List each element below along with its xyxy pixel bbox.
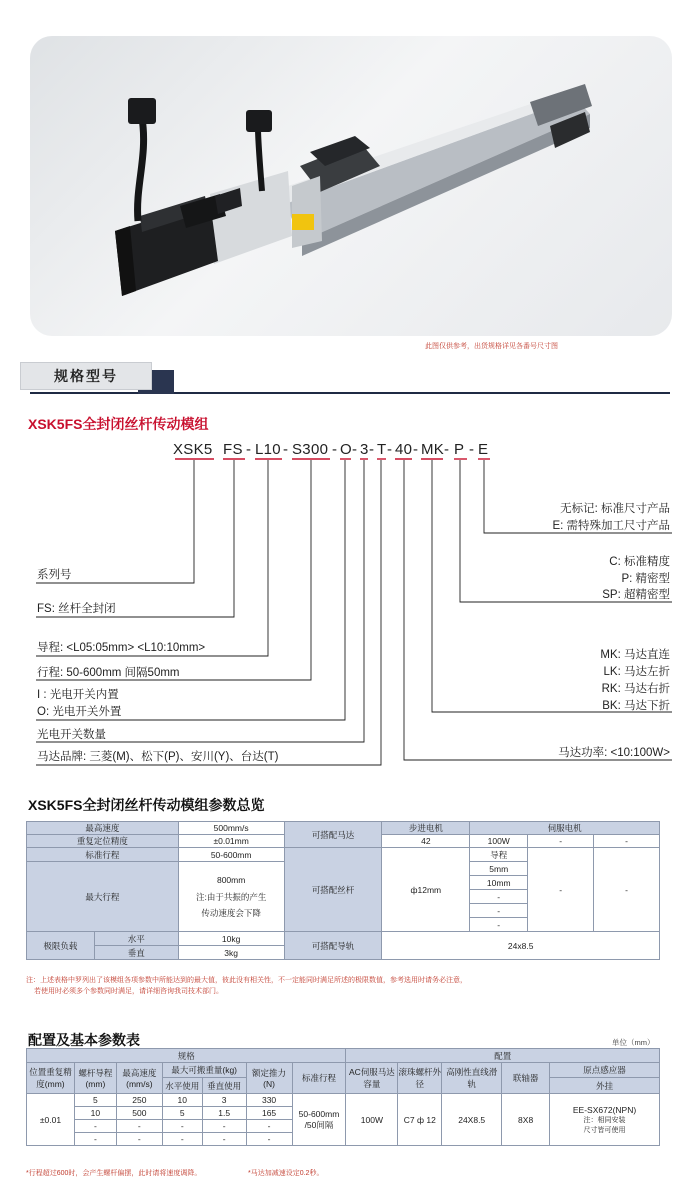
cell-servo-val-2: - bbox=[528, 835, 594, 848]
cell-lead-5: - bbox=[470, 918, 528, 932]
legend-switch-in: I : 光电开关内置 bbox=[37, 689, 119, 701]
model-seg-switch: O bbox=[340, 441, 352, 458]
legend-mount-rk: RK: 马达右折 bbox=[601, 683, 670, 695]
cell-row1-load-v: 3 bbox=[202, 1094, 246, 1107]
config-cfg-header: 配置 bbox=[346, 1049, 660, 1063]
cell-row1-load-h: 10 bbox=[162, 1094, 202, 1107]
cell-lead-2: 10mm bbox=[470, 876, 528, 890]
cell-rail-val: 24x8.5 bbox=[382, 932, 660, 960]
cell-screw-val: C7 ф 12 bbox=[398, 1094, 442, 1146]
legend-mount-bk: BK: 马达下折 bbox=[602, 700, 670, 712]
config-footnote-1: *行程超过600时，会产生螺杆偏摆，此时请将速度调降。 bbox=[26, 1170, 202, 1177]
col-load-v: 垂直使用 bbox=[202, 1078, 246, 1094]
cell-row3-lead: - bbox=[74, 1120, 116, 1133]
cell-screw-col3: - bbox=[594, 848, 660, 932]
col-motor: AC伺服马达容量 bbox=[346, 1063, 398, 1094]
cell-lead-header: 导程 bbox=[470, 848, 528, 862]
cell-screw-col2: - bbox=[528, 848, 594, 932]
cell-lead-3: - bbox=[470, 890, 528, 904]
model-seg-switch-qty: 3 bbox=[360, 441, 369, 458]
cell-max-speed-label: 最高速度 bbox=[27, 822, 179, 835]
cell-max-stroke-label: 最大行程 bbox=[27, 862, 179, 932]
overview-table bbox=[26, 821, 660, 960]
legend-switch-out: O: 光电开关外置 bbox=[37, 706, 122, 718]
cell-repeat: ±0.01mm bbox=[178, 835, 284, 848]
cell-precision-val: ±0.01 bbox=[27, 1094, 75, 1146]
model-sep: - bbox=[283, 441, 288, 458]
config-table bbox=[26, 1048, 660, 1146]
model-sep: - bbox=[246, 441, 251, 458]
legend-mount-mk: MK: 马达直连 bbox=[600, 649, 670, 661]
max-stroke-value: 800mm bbox=[216, 874, 246, 885]
cell-coupling-val: 8X8 bbox=[502, 1094, 550, 1146]
model-seg-lead: L10 bbox=[255, 441, 281, 458]
cell-row1-speed: 250 bbox=[116, 1094, 162, 1107]
cell-lead-1: 5mm bbox=[470, 862, 528, 876]
col-load: 最大可搬重量(kg) bbox=[162, 1063, 246, 1078]
cell-row3-load-h: - bbox=[162, 1120, 202, 1133]
overview-note-2: 若使用时必须多个参数同时满足，请详细咨询我司技术部门。 bbox=[34, 988, 223, 995]
cell-row3-thrust: - bbox=[246, 1120, 292, 1133]
model-seg-fs: FS bbox=[223, 441, 243, 458]
model-sep: - bbox=[444, 441, 449, 458]
cell-row4-thrust: - bbox=[246, 1133, 292, 1146]
cell-servo-val-1: 100W bbox=[470, 835, 528, 848]
cell-row3-load-v: - bbox=[202, 1120, 246, 1133]
stroke-interval: /50间隔 bbox=[304, 1119, 334, 1130]
model-sep: - bbox=[332, 441, 337, 458]
legend-motor-power: 马达功率: <10:100W> bbox=[558, 747, 670, 759]
legend-mount-lk: LK: 马达左折 bbox=[603, 666, 670, 678]
model-seg-power: 40 bbox=[395, 441, 413, 458]
config-unit: 单位（mm） bbox=[612, 1038, 655, 1047]
model-sep: - bbox=[369, 441, 374, 458]
cell-row1-thrust: 330 bbox=[246, 1094, 292, 1107]
model-seg-brand: T bbox=[377, 441, 387, 458]
model-seg-stroke: S300 bbox=[292, 441, 329, 458]
cell-rail-label: 可搭配导轨 bbox=[284, 932, 382, 960]
model-sep: - bbox=[413, 441, 418, 458]
cell-max-stroke bbox=[178, 862, 284, 932]
model-title: XSK5FS全封闭丝杆传动模组 bbox=[28, 416, 209, 432]
col-load-h: 水平使用 bbox=[162, 1078, 202, 1094]
model-sep: - bbox=[469, 441, 474, 458]
cell-load-label: 极限负载 bbox=[27, 932, 95, 960]
cell-horizontal: 水平 bbox=[94, 932, 178, 946]
model-seg-series: XSK5 bbox=[173, 441, 213, 458]
cell-stepper-val: 42 bbox=[382, 835, 470, 848]
cell-row4-load-v: - bbox=[202, 1133, 246, 1146]
config-footnote-2: *马达加减速设定0.2秒。 bbox=[248, 1170, 324, 1177]
cell-stroke-val bbox=[292, 1094, 346, 1146]
col-speed: 最高速度(mm/s) bbox=[116, 1063, 162, 1094]
cell-row2-lead: 10 bbox=[74, 1107, 116, 1120]
cell-sensor-val bbox=[550, 1094, 660, 1146]
legend-precision-sp: SP: 超精密型 bbox=[602, 589, 670, 601]
legend-std-size: 无标记: 标准尺寸产品 bbox=[560, 503, 670, 515]
cell-servo-val-3: - bbox=[594, 835, 660, 848]
sensor-note: 注：相同安装 bbox=[583, 1116, 626, 1124]
cell-motor-label: 可搭配马达 bbox=[284, 822, 382, 848]
sensor-model: EE-SX672(NPN) bbox=[572, 1104, 637, 1115]
cell-row4-speed: - bbox=[116, 1133, 162, 1146]
cell-lead-4: - bbox=[470, 904, 528, 918]
cell-row3-speed: - bbox=[116, 1120, 162, 1133]
col-lead: 螺杆导程(mm) bbox=[74, 1063, 116, 1094]
cell-std-stroke: 50-600mm bbox=[178, 848, 284, 862]
section-title: 规格型号 bbox=[20, 362, 152, 390]
sensor-note-2: 尺寸皆可使用 bbox=[583, 1126, 626, 1134]
legend-switch-qty: 光电开关数量 bbox=[37, 729, 106, 741]
cell-row2-thrust: 165 bbox=[246, 1107, 292, 1120]
config-heading: 配置及基本参数表 bbox=[28, 1032, 140, 1048]
config-spec-header: 规格 bbox=[27, 1049, 346, 1063]
cell-max-speed: 500mm/s bbox=[178, 822, 284, 835]
model-sep: - bbox=[387, 441, 392, 458]
cell-stepper: 步进电机 bbox=[382, 822, 470, 835]
stroke-range: 50-600mm bbox=[298, 1108, 340, 1119]
cell-std-stroke-label: 标准行程 bbox=[27, 848, 179, 862]
cell-row1-lead: 5 bbox=[74, 1094, 116, 1107]
col-rail: 高刚性直线滑轨 bbox=[442, 1063, 502, 1094]
legend-fs: FS: 丝杆全封闭 bbox=[37, 603, 116, 615]
col-sensor: 原点感应器 bbox=[550, 1063, 660, 1078]
legend-precision-c: C: 标准精度 bbox=[609, 556, 670, 568]
legend-stroke: 行程: 50-600mm 间隔50mm bbox=[37, 667, 180, 679]
cell-row4-load-h: - bbox=[162, 1133, 202, 1146]
legend-lead: 导程: <L05:05mm> <L10:10mm> bbox=[37, 642, 206, 654]
col-screw: 滚珠螺杆外径 bbox=[398, 1063, 442, 1094]
model-seg-size: E bbox=[478, 441, 489, 458]
max-stroke-note: 注:由于共振的产生 bbox=[195, 891, 267, 902]
legend-series: 系列号 bbox=[37, 569, 72, 581]
overview-note-1: 注：上述表格中罗列出了该模组各项参数中所能达到的最大值，彼此没有相关性，不一定能同时满足所述的极限数值，参考选用时请务必注意， bbox=[26, 977, 467, 984]
col-stroke: 标准行程 bbox=[292, 1063, 346, 1094]
cell-repeat-label: 重复定位精度 bbox=[27, 835, 179, 848]
legend-motor-brand: 马达品牌: 三菱(M)、松下(P)、安川(Y)、台达(T) bbox=[37, 751, 279, 763]
cell-vertical-val: 3kg bbox=[178, 946, 284, 960]
col-sensor-sub: 外挂 bbox=[550, 1078, 660, 1094]
col-coupling: 联轴器 bbox=[502, 1063, 550, 1094]
cell-horizontal-val: 10kg bbox=[178, 932, 284, 946]
overview-heading: XSK5FS全封闭丝杆传动模组参数总览 bbox=[28, 797, 265, 813]
col-precision: 位置重复精度(mm) bbox=[27, 1063, 75, 1094]
legend-precision-p: P: 精密型 bbox=[621, 573, 670, 585]
legend-special-size: E: 需特殊加工尺寸产品 bbox=[552, 520, 670, 532]
cell-row2-speed: 500 bbox=[116, 1107, 162, 1120]
max-stroke-note-2: 传动速度会下降 bbox=[201, 907, 261, 918]
col-thrust: 额定推力(N) bbox=[246, 1063, 292, 1094]
model-seg-mount: MK bbox=[421, 441, 445, 458]
model-seg-precision: P bbox=[454, 441, 465, 458]
model-sep: - bbox=[352, 441, 357, 458]
image-caption: 此图仅供参考，出货规格详见各番号尺寸图 bbox=[425, 343, 558, 350]
cell-screw-label: 可搭配丝杆 bbox=[284, 848, 382, 932]
cell-servo: 伺服电机 bbox=[470, 822, 660, 835]
cell-motor-val: 100W bbox=[346, 1094, 398, 1146]
cell-screw-val: ф12mm bbox=[382, 848, 470, 932]
cell-vertical: 垂直 bbox=[94, 946, 178, 960]
cell-row4-lead: - bbox=[74, 1133, 116, 1146]
cell-row2-load-v: 1.5 bbox=[202, 1107, 246, 1120]
cell-rail-val: 24X8.5 bbox=[442, 1094, 502, 1146]
cell-row2-load-h: 5 bbox=[162, 1107, 202, 1120]
